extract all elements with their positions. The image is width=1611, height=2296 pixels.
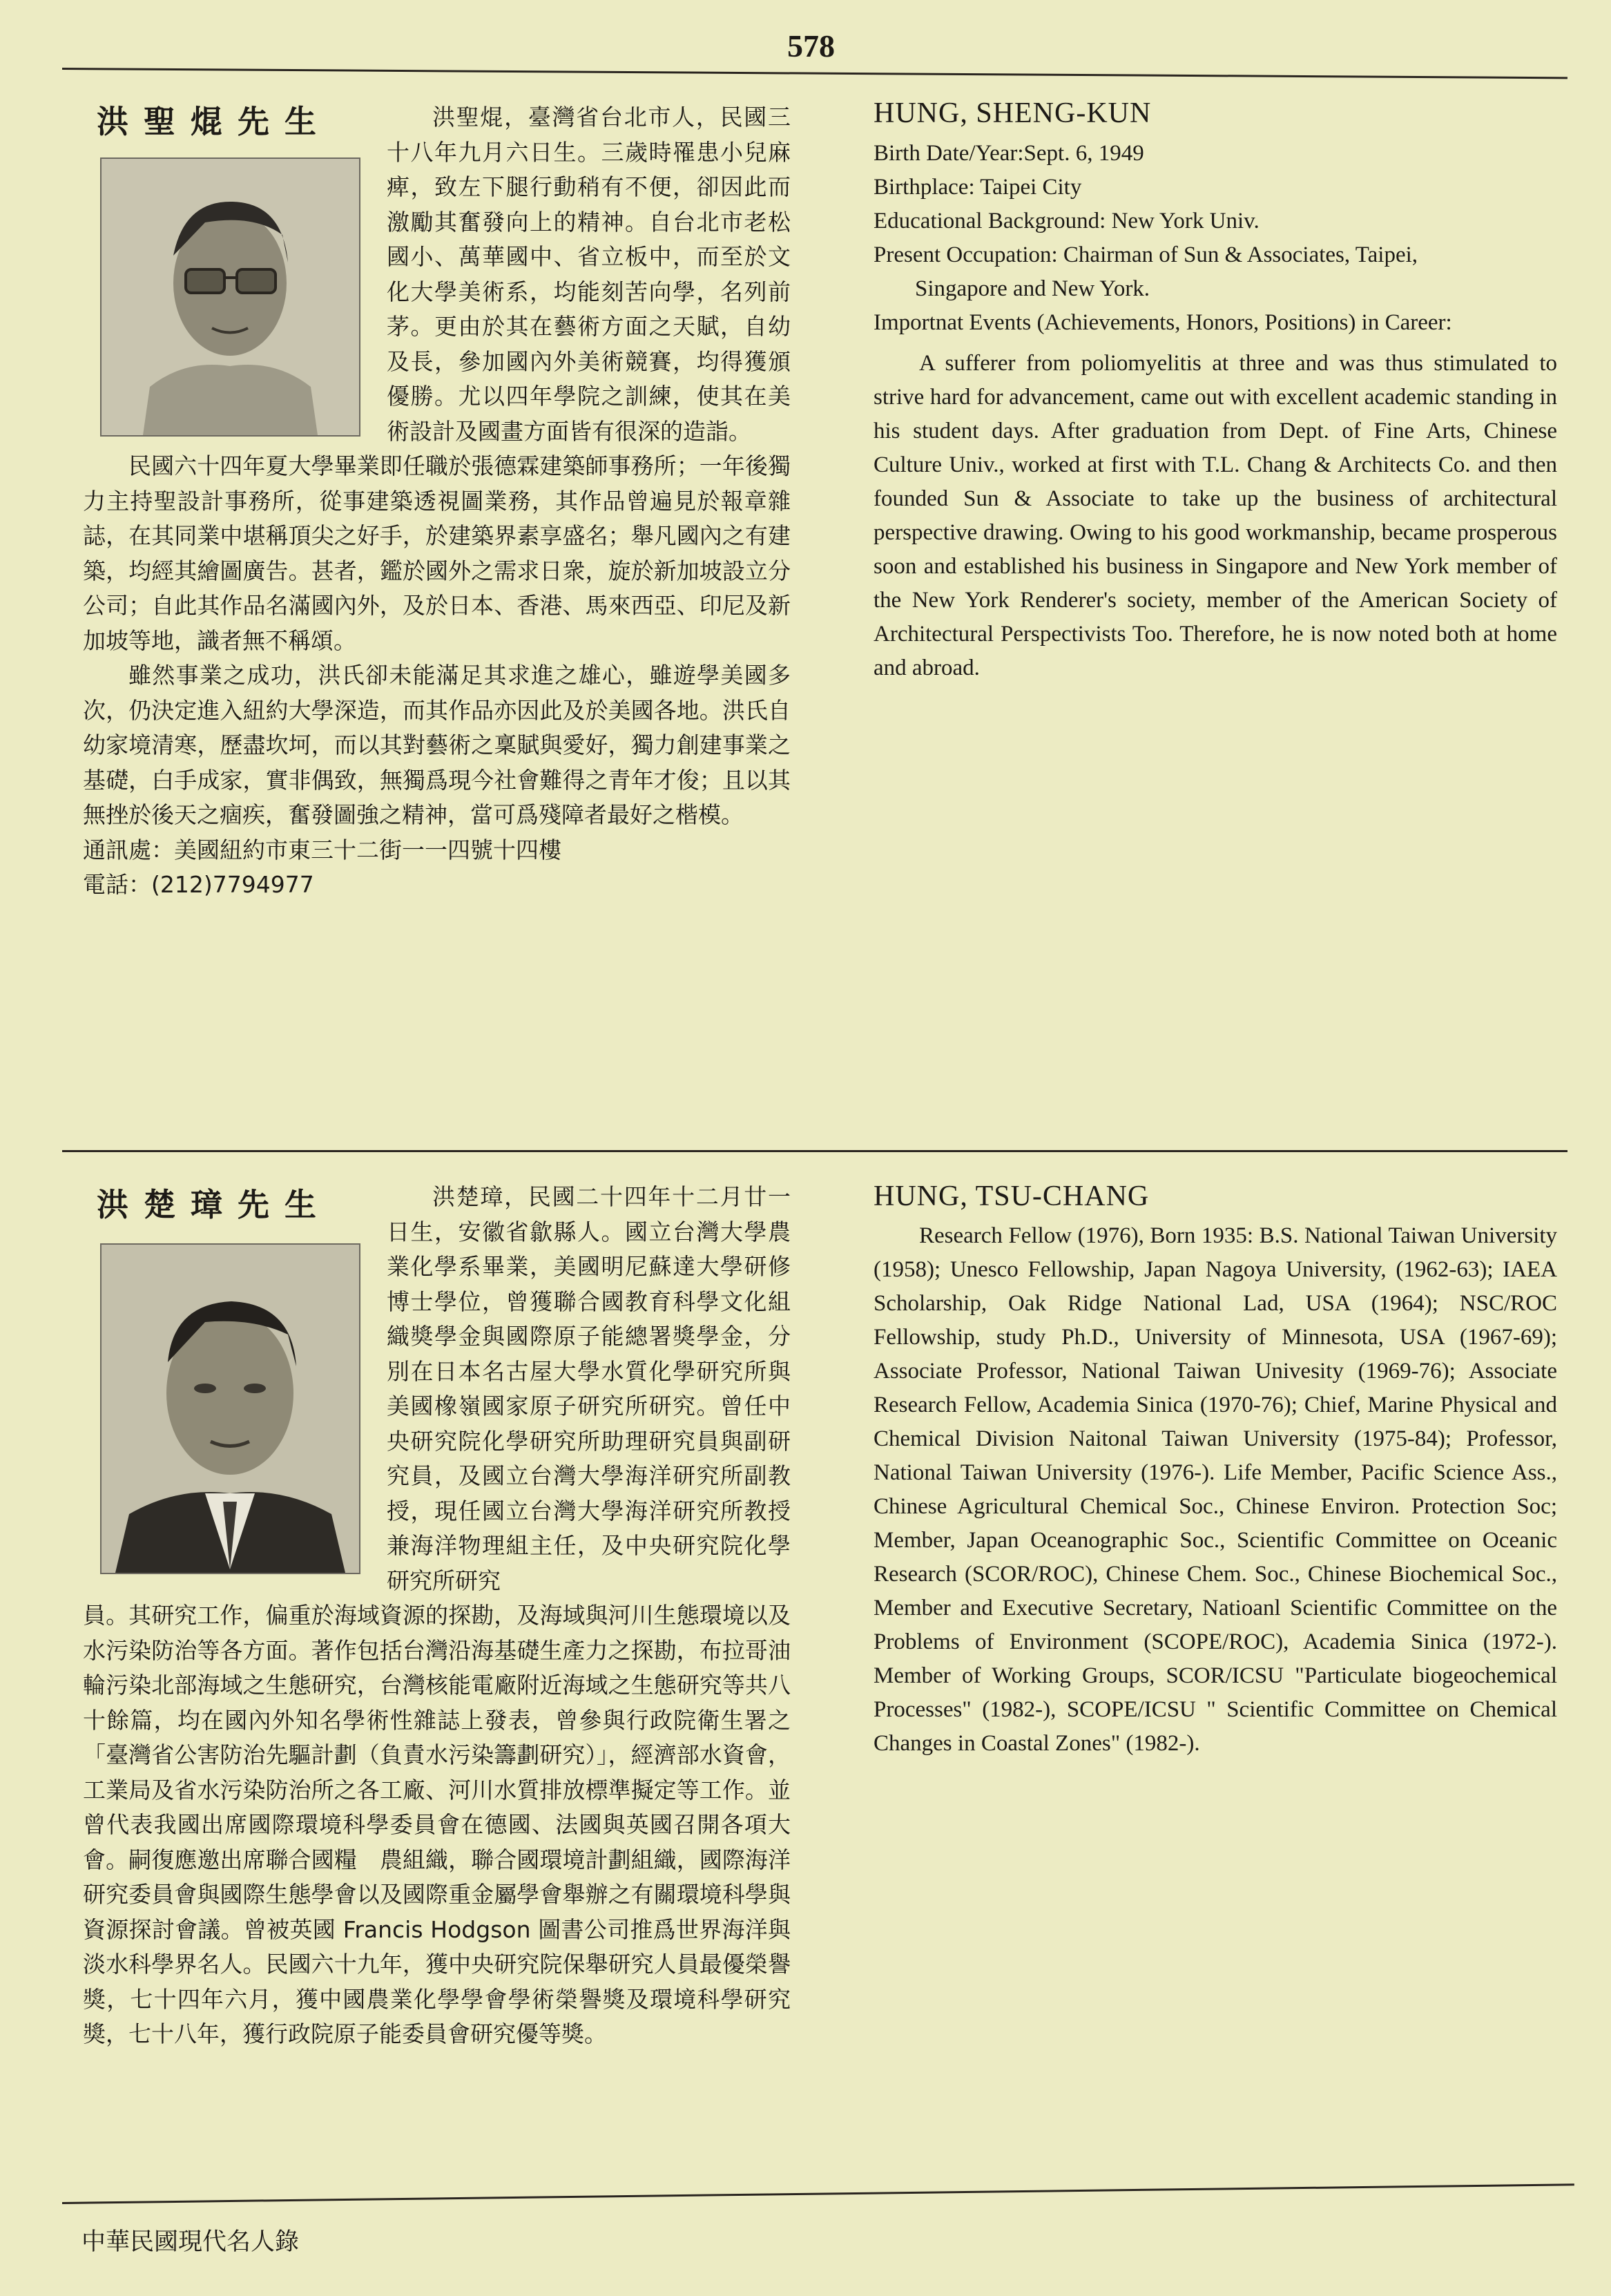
en-occupation-cont: Singapore and New York. <box>915 276 1150 301</box>
zh-bio-paragraph: 員。其研究工作，偏重於海域資源的探勘，及海域與河川生態環境以及水污染防治等各方面。著作包括台灣沿海基礎生產力之探勘，布拉哥油輪污染北部海域之生態研究，台灣核能電廠附近海域之生態研究等共八十餘篇，均在國內外知名學術性雜誌上發表，曾參與行政院衛生署之「臺灣省公害防治先驅計劃（負責水污染籌劃研究）」，經濟部水資會，工業局及省水污染防治所之各工廠、河川水質排放標準擬定等工作。並曾代表我國出席國際環境科學委員會在德國、法國與英國召開各項大會。嗣復應邀出席聯合國糧 農組織，聯合國環境計劃組織，國際海洋研究委員會與國際生態學會以及國際重金屬學會舉辦之有關環境科學與資源探討會議。曾被英國 Francis Hodgson 圖書公司推爲世界海洋與淡水科學界名人。民國六十九年，獲中央研究院保舉研究人員最優榮譽獎，七十四年六月，獲中國農業化學學會學術榮譽獎及環境科學研究獎，七十八年，獲行政院原子能委員會研究優等獎。 <box>83 1602 791 2047</box>
en-name: HUNG, SHENG-KUN <box>874 97 1152 129</box>
zh-contact-address: 通訊處：美國紐約市東三十二街一一四號十四樓 <box>83 836 561 863</box>
en-education: Educational Background: New York Univ. <box>874 209 1260 233</box>
zh-bio-column <box>83 100 791 903</box>
en-bio-column <box>874 1219 1557 1761</box>
middle-rule <box>62 1150 1567 1152</box>
en-birth: Birth Date/Year:Sept. 6, 1949 <box>874 141 1144 166</box>
zh-bio-paragraph-1: 民國六十四年夏大學畢業即任職於張德霖建築師事務所；一年後獨力主持聖設計事務所，從事建築透視圖業務，其作品曾遍見於報章雜誌，在其同業中堪稱頂尖之好手，於建築界素享盛名；舉凡國內之有建築，均經其繪圖廣告。甚者，鑑於國外之需求日衆，旋於新加坡設立分公司；自此其作品名滿國內外，及於日本、香港、馬來西亞、印尼及新加坡等地，識者無不稱頌。 <box>83 452 791 654</box>
en-occupation: Present Occupation: Chairman of Sun & Associates, Taipei, <box>874 242 1418 267</box>
zh-name: 洪楚璋先生 <box>97 1186 331 1223</box>
zh-bio-paragraph-2: 雖然事業之成功，洪氏卻未能滿足其求進之雄心，雖遊學美國多次，仍決定進入紐約大學深造，而其作品亦因此及於美國各地。洪氏自幼家境清寒，歷盡坎坷，而以其對藝術之稟賦與愛好，獨力創建事業之基礎，白手成家，實非偶致，無獨爲現今社會難得之青年才俊；且以其無挫於後天之痼疾，奮發圖強之精神，當可爲殘障者最好之楷模。 <box>83 662 791 828</box>
zh-name: 洪聖焜先生 <box>97 103 331 140</box>
footer-book-title: 中華民國現代名人錄 <box>81 2228 300 2256</box>
en-birthplace: Birthplace: Taipei City <box>874 175 1082 200</box>
page-number: 578 <box>787 28 835 64</box>
en-name: HUNG, TSU-CHANG <box>874 1180 1150 1212</box>
top-rule <box>62 68 1567 79</box>
zh-contact-phone: 電話：(212)7794977 <box>83 871 314 898</box>
en-events-label: Importnat Events (Achievements, Honors, Positions) in Career: <box>874 310 1452 335</box>
zh-bio-column <box>83 1180 791 2052</box>
en-bio: A sufferer from poliomyelitis at three and was thus stimulated to strive hard for advancement, came out with excellent academic standing in his student days. After graduation from Dept. of Fine Arts, Chinese Culture Univ., worked at first with T.L. Chang & Architects Co. and then founded Sun & Associate to take up the business of architectural perspective drawing. Owing to his good workmanship, became prosperous soon and established his business in Singapore and New York member of the New York Renderer's society, member of the American Society of Architectural Perspectivists Too. Therefore, he is now noted both at home and abroad. <box>874 351 1557 680</box>
en-bio-column <box>874 137 1557 685</box>
en-bio: Research Fellow (1976), Born 1935: B.S. National Taiwan University (1958); Unesco Fellowship, Japan Nagoya University, (1962-63); IAEA Scholarship, Oak Ridge National Lad, USA (1964); NSC/ROC Fellowship, study Ph.D., University of Minnesota, USA (1967-69); Associate Professor, National Taiwan Univesity (1969-76); Associate Research Fellow, Academia Sinica (1970-76); Chief, Marine Physical and Chemical Division Naitonal Taiwan University (1975-84); Professor, National Taiwan University (1976-). Life Member, Pacific Science Ass., Chinese Agricultural Chemical Soc., Chinese Environ. Protection Soc; Member, Japan Oceanographic Soc., Scientific Committee on Oceanic Research (SCOR/ROC), Chinese Chem. Soc., Chinese Biochemical Soc., Member and Executive Secretary, Natioanl Scientific Committee on the Problems of Environment (SCOPE/ROC), Academia Sinica (1972-). Member of Working Groups, SCOR/ICSU "Particulate biogeochemical Processes" (1982-), SCOPE/ICSU " Scientific Committee on Chemical Changes in Coastal Zones" (1982-). <box>874 1223 1557 1756</box>
zh-bio-wrap: 洪聖焜，臺灣省台北市人，民國三十八年九月六日生。三歲時罹患小兒麻痺，致左下腿行動稍有不便，卻因此而激勵其奮發向上的精神。自台北市老松國小、萬華國中、省立板中，而至於文化大學美術系，均能刻苦向學，名列前茅。更由於其在藝術方面之天賦，自幼及長，參加國內外美術競賽，均得獲頒優勝。尤以四年學院之訓練，使其在美術設計及國畫方面皆有很深的造詣。 <box>387 104 791 445</box>
bottom-rule <box>62 2183 1574 2204</box>
zh-bio-wrap: 洪楚璋，民國二十四年十二月廿一日生，安徽省歙縣人。國立台灣大學農業化學系畢業，美國明尼蘇達大學研修博士學位，曾獲聯合國教育科學文化組織獎學金與國際原子能總署獎學金，分別在日本名古屋大學水質化學研究所與美國橡嶺國家原子研究所研究。曾任中央研究院化學研究所助理研究員與副研究員，及國立台灣大學海洋研究所副教授，現任國立台灣大學海洋研究所教授兼海洋物理組主任，及中央研究院化學研究所研究 <box>387 1183 791 1594</box>
